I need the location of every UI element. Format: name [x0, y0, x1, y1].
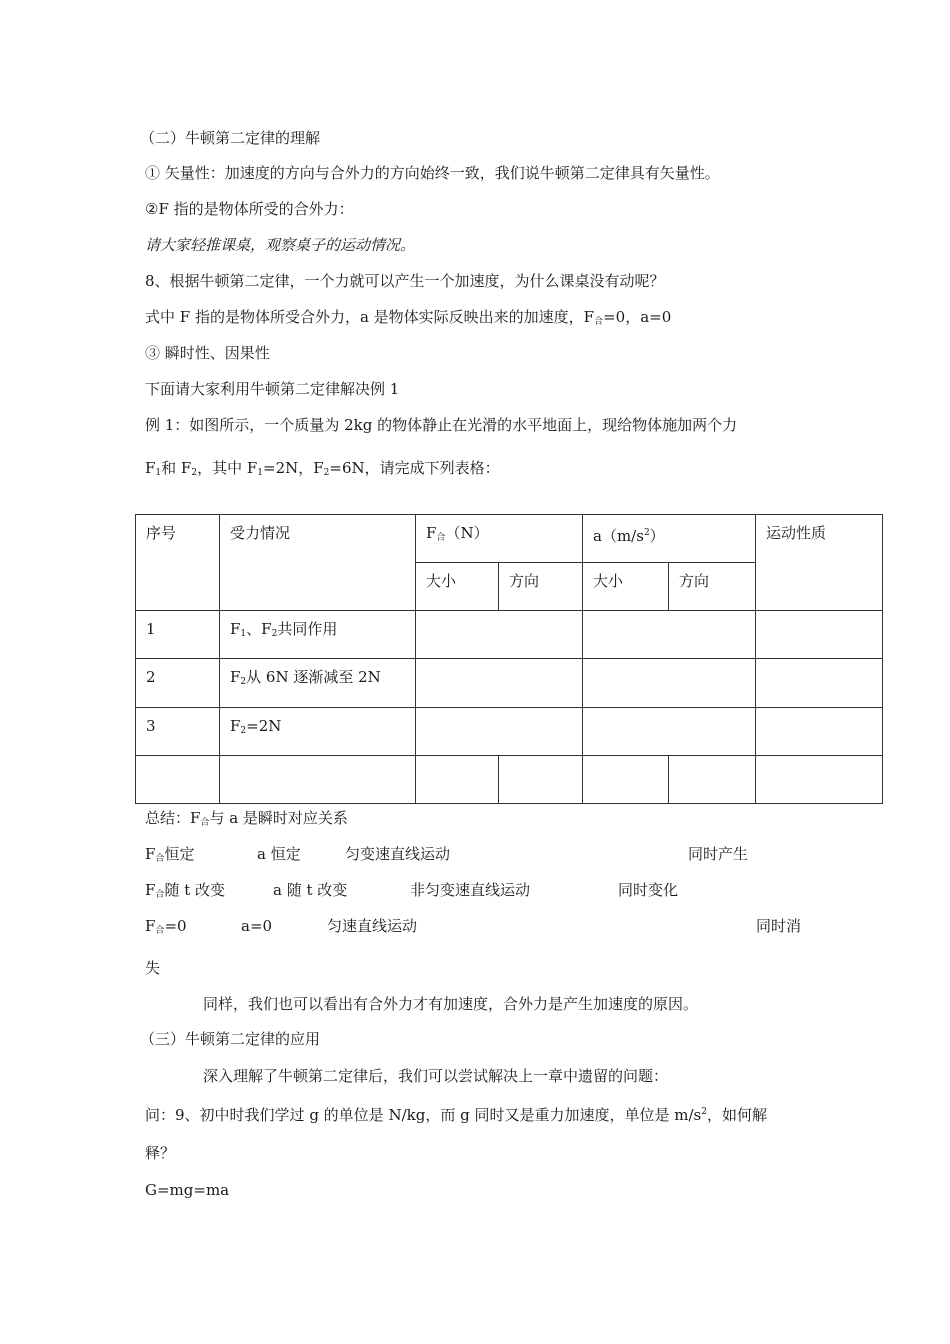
row-4-acc-size[interactable] — [583, 755, 669, 803]
italic-instruction: 请大家轻推课桌，观察桌子的运动情况。 — [145, 236, 416, 254]
r1-mid: 、F — [246, 620, 272, 639]
r2-post: 从 6N 逐渐减至 2N — [246, 668, 381, 687]
summary-line — [145, 808, 348, 833]
row-2-motion[interactable] — [756, 659, 883, 707]
summary-3-wrap: 失 — [145, 959, 161, 977]
row-2-force — [220, 659, 416, 707]
point-net-force: ②F 指的是物体所受的合外力： — [145, 200, 354, 218]
row-3-force — [220, 707, 416, 755]
row-3-net-force[interactable] — [416, 707, 583, 755]
row-4-net-size[interactable] — [416, 755, 499, 803]
row-3-number: 3 — [136, 707, 220, 755]
row-4-force[interactable] — [220, 755, 416, 803]
h-a: a（m/s — [593, 527, 644, 545]
summary-post: 与 a 是瞬时对应关系 — [209, 809, 348, 827]
formula: G=mg=ma — [145, 1181, 230, 1199]
row-2-acceleration[interactable] — [583, 659, 756, 707]
row-4-number[interactable] — [136, 755, 220, 803]
q9-post: ，如何解 — [706, 1106, 767, 1124]
s2-sub: 合 — [155, 890, 165, 900]
h-a-sup: 2 — [643, 528, 650, 538]
row-2-number: 2 — [136, 659, 220, 707]
point-instant: ③ 瞬时性、因果性 — [145, 344, 270, 362]
row-1-acceleration[interactable] — [583, 611, 756, 659]
text-f: F — [145, 459, 156, 477]
summary-2-col-c: 非匀变速直线运动 — [410, 881, 531, 899]
header-net-force — [416, 515, 583, 563]
r3-post: =2N — [246, 716, 282, 735]
row-3-acceleration[interactable] — [583, 707, 756, 755]
question-8: 8、根据牛顿第二定律，一个力就可以产生一个加速度，为什么课桌没有动呢？ — [145, 272, 665, 290]
h-f-sub: 合 — [436, 533, 446, 543]
row-4-acc-dir[interactable] — [669, 755, 756, 803]
summary-3-col-d: 同时消 — [756, 917, 802, 935]
r3-f: F — [230, 716, 241, 735]
text-and: 和 F — [161, 459, 192, 477]
summary-1-col-c: 匀变速直线运动 — [345, 845, 451, 863]
similarly-paragraph: 同样，我们也可以看出有合外力才有加速度，合外力是产生加速度的原因。 — [203, 995, 699, 1013]
header-dir-1: 方向 — [499, 563, 583, 611]
summary-2-col-b: a 随 t 改变 — [273, 881, 348, 899]
example-1-line-1: 例 1：如图所示，一个质量为 2kg 的物体静止在光滑的水平地面上，现给物体施加两个力 — [145, 416, 738, 434]
summary-2-col-d: 同时变化 — [618, 881, 679, 899]
summary-1-col-d: 同时产生 — [688, 845, 749, 863]
r1-s2: 2 — [271, 629, 278, 640]
s3-a: =0 — [164, 917, 187, 935]
r1-post: 共同作用 — [277, 620, 338, 639]
row-4-motion[interactable] — [756, 755, 883, 803]
r2-f: F — [230, 668, 241, 687]
sub-4: 2 — [323, 468, 330, 478]
summary-1-col-a — [145, 844, 194, 869]
question-9-wrap: 释？ — [145, 1144, 176, 1162]
h-f-unit: （N） — [445, 524, 489, 542]
explanation-post: =0，a=0 — [603, 308, 672, 326]
sub-2: 2 — [191, 468, 198, 478]
explanation-pre: 式中 F 指的是物体所受合外力，a 是物体实际反映出来的加速度，F — [145, 308, 595, 326]
header-seq: 序号 — [136, 515, 220, 611]
s1-f: F — [145, 845, 156, 863]
row-1-net-force[interactable] — [416, 611, 583, 659]
s1-a: 恒定 — [164, 845, 195, 863]
summary-3-col-c: 匀速直线运动 — [327, 917, 418, 935]
header-force: 受力情况 — [220, 515, 416, 611]
force-table — [135, 514, 883, 804]
header-acceleration — [583, 515, 756, 563]
summary-2-col-a — [145, 880, 225, 905]
s2-f: F — [145, 881, 156, 899]
h-f: F — [426, 524, 437, 542]
header-size-1: 大小 — [416, 563, 499, 611]
row-3-motion[interactable] — [756, 707, 883, 755]
row-1-number: 1 — [136, 611, 220, 659]
section-title-2: （二）牛顿第二定律的理解 — [140, 129, 321, 147]
r2-s: 2 — [240, 677, 247, 688]
s3-f: F — [145, 917, 156, 935]
summary-3-col-b: a=0 — [241, 917, 273, 935]
text-mid: ，其中 F — [197, 459, 258, 477]
header-motion: 运动性质 — [756, 515, 883, 611]
row-1-motion[interactable] — [756, 611, 883, 659]
s3-sub: 合 — [155, 926, 165, 936]
explanation-line — [145, 307, 671, 332]
he-subscript: 合 — [594, 317, 604, 327]
question-9 — [145, 1102, 767, 1125]
text-v1: =2N，F — [263, 459, 324, 477]
summary-pre: 总结：F — [145, 809, 201, 827]
r3-s: 2 — [240, 725, 247, 736]
point-vector: ① 矢量性：加速度的方向与合外力的方向始终一致，我们说牛顿第二定律具有矢量性。 — [145, 164, 720, 182]
h-a-close: ） — [649, 527, 665, 545]
r1-s1: 1 — [240, 629, 247, 640]
q9-pre: 问：9、初中时我们学过 g 的单位是 N/kg，而 g 同时又是重力加速度，单位是 m/s — [145, 1106, 702, 1124]
q9-sup: 2 — [701, 1107, 707, 1117]
header-dir-2: 方向 — [669, 563, 756, 611]
row-2-net-force[interactable] — [416, 659, 583, 707]
sub-3: 1 — [257, 468, 263, 478]
sub-1: 1 — [155, 468, 162, 478]
s2-a: 随 t 改变 — [164, 881, 226, 899]
example-intro: 下面请大家利用牛顿第二定律解决例 1 — [145, 380, 400, 398]
text-v2: =6N，请完成下列表格： — [329, 459, 500, 477]
summary-1-col-b: a 恒定 — [257, 845, 301, 863]
summary-3-col-a — [145, 916, 187, 941]
header-size-2: 大小 — [583, 563, 669, 611]
example-1-line-2 — [145, 458, 500, 483]
s1-sub: 合 — [155, 854, 165, 864]
row-1-force — [220, 611, 416, 659]
summary-sub: 合 — [200, 818, 210, 828]
deep-understanding: 深入理解了牛顿第二定律后，我们可以尝试解决上一章中遗留的问题： — [203, 1067, 669, 1085]
section-title-3: （三）牛顿第二定律的应用 — [140, 1030, 321, 1048]
row-4-net-dir[interactable] — [499, 755, 583, 803]
r1-f: F — [230, 620, 241, 639]
